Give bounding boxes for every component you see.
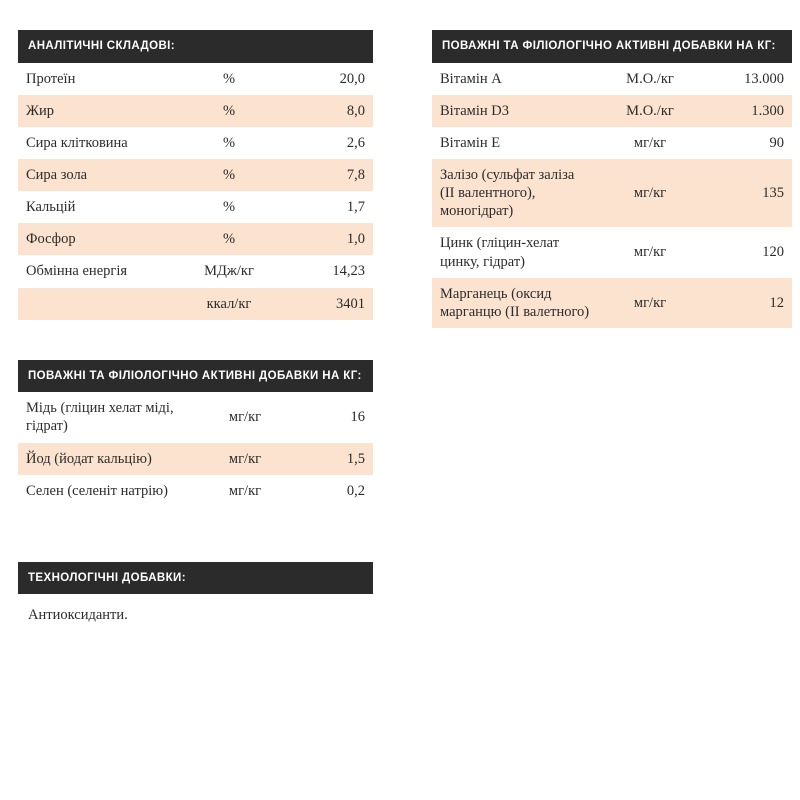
row-value: 0,2 (295, 475, 373, 507)
table-row (18, 443, 373, 475)
row-unit: мг/кг (600, 127, 700, 159)
row-label: Залізо (сульфат заліза (II валентного), моногідрат) (432, 159, 600, 227)
row-value: 16 (295, 392, 373, 442)
row-unit: М.О./кг (600, 95, 700, 127)
row-unit: % (173, 127, 285, 159)
row-unit: мг/кг (195, 443, 295, 475)
row-value: 1.300 (700, 95, 792, 127)
additives-left-block (18, 360, 373, 507)
additives-left-table (18, 392, 373, 507)
row-unit: мг/кг (195, 475, 295, 507)
row-value: 120 (700, 227, 792, 277)
table-row (432, 159, 792, 227)
table-row (432, 127, 792, 159)
row-label: Протеїн (18, 63, 173, 95)
row-label: Сира клітковина (18, 127, 173, 159)
row-unit: мг/кг (195, 392, 295, 442)
row-unit: ккал/кг (173, 288, 285, 320)
right-column (432, 30, 792, 358)
row-unit: % (173, 223, 285, 255)
additives-right-block (432, 30, 792, 328)
table-row (18, 127, 373, 159)
table-row (432, 95, 792, 127)
row-label: Жир (18, 95, 173, 127)
row-value: 20,0 (285, 63, 373, 95)
row-value: 90 (700, 127, 792, 159)
row-value: 1,7 (285, 191, 373, 223)
table-row (432, 278, 792, 328)
additives-right-title: ПОВАЖНІ ТА ФІЛІОЛОГІЧНО АКТИВНІ ДОБАВКИ НА КГ: (432, 30, 792, 63)
row-value: 8,0 (285, 95, 373, 127)
row-value: 14,23 (285, 255, 373, 287)
row-label: Цинк (гліцин-хелат цинку, гідрат) (432, 227, 600, 277)
table-row (18, 255, 373, 287)
row-value: 1,0 (285, 223, 373, 255)
table-row (18, 288, 373, 320)
row-label: Кальцій (18, 191, 173, 223)
technological-additives-block (18, 562, 373, 625)
row-unit: МДж/кг (173, 255, 285, 287)
row-value: 12 (700, 278, 792, 328)
table-row (18, 392, 373, 442)
row-unit: мг/кг (600, 159, 700, 227)
table-row (18, 475, 373, 507)
row-label: Мідь (гліцин хелат міді, гідрат) (18, 392, 195, 442)
row-label (18, 288, 173, 320)
additives-right-table (432, 63, 792, 328)
row-label: Вітамін D3 (432, 95, 600, 127)
analytic-constituents-block (18, 30, 373, 320)
analytic-constituents-table (18, 63, 373, 320)
table-row (18, 159, 373, 191)
row-value: 1,5 (295, 443, 373, 475)
table-row (18, 63, 373, 95)
table-row (18, 223, 373, 255)
row-value: 3401 (285, 288, 373, 320)
left-column (18, 30, 373, 655)
row-label: Обмінна енергія (18, 255, 173, 287)
row-unit: мг/кг (600, 278, 700, 328)
row-label: Фосфор (18, 223, 173, 255)
table-row (18, 191, 373, 223)
additives-left-title: ПОВАЖНІ ТА ФІЛІОЛОГІЧНО АКТИВНІ ДОБАВКИ НА КГ: (18, 360, 373, 393)
row-unit: % (173, 63, 285, 95)
row-unit: мг/кг (600, 227, 700, 277)
technological-additives-text: Антиоксиданти. (28, 607, 128, 624)
analytic-constituents-title: АНАЛІТИЧНІ СКЛАДОВІ: (18, 30, 373, 63)
row-unit: % (173, 95, 285, 127)
row-label: Йод (йодат кальцію) (18, 443, 195, 475)
row-label: Вітамін А (432, 63, 600, 95)
row-value: 135 (700, 159, 792, 227)
row-label: Вітамін Е (432, 127, 600, 159)
row-value: 7,8 (285, 159, 373, 191)
technological-additives-title: ТЕХНОЛОГІЧНІ ДОБАВКИ: (18, 562, 373, 595)
row-unit: М.О./кг (600, 63, 700, 95)
row-label: Марганець (оксид марганцю (II валетного) (432, 278, 600, 328)
row-value: 13.000 (700, 63, 792, 95)
row-label: Сира зола (18, 159, 173, 191)
row-label: Селен (селеніт натрію) (18, 475, 195, 507)
row-unit: % (173, 191, 285, 223)
row-unit: % (173, 159, 285, 191)
table-row (432, 227, 792, 277)
table-row (432, 63, 792, 95)
table-row (18, 95, 373, 127)
row-value: 2,6 (285, 127, 373, 159)
